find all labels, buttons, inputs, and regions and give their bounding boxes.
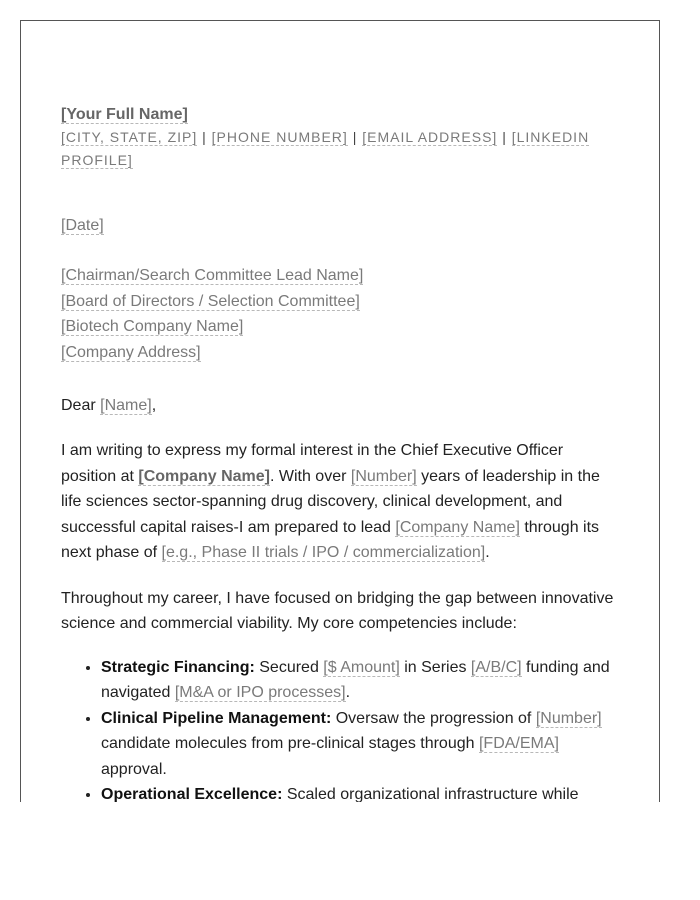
number-placeholder: [Number] (535, 709, 602, 727)
salutation (61, 393, 621, 418)
phone-placeholder: [PHONE NUMBER] (211, 129, 348, 145)
competency-title: Clinical Pipeline Management: (101, 709, 332, 727)
competency-title: Strategic Financing: (101, 658, 255, 676)
document-page (20, 20, 660, 802)
paragraph-text: through its next phase of (61, 518, 600, 561)
company-name-placeholder: [Company Name] (395, 518, 520, 536)
intro-paragraph (61, 438, 621, 566)
company-name-placeholder: [Company Name] (138, 467, 270, 485)
city-placeholder: [CITY, STATE, ZIP] (61, 129, 198, 145)
recipient-board: [Board of Directors / Selection Committee] (61, 292, 360, 310)
list-text: Scaled organizational infrastructure while (282, 786, 579, 802)
paragraph-text: . With over (269, 467, 351, 485)
date-line (61, 213, 621, 238)
recipient-address: [Company Address] (61, 343, 201, 361)
paragraph-text: . (485, 544, 490, 561)
list-item (101, 706, 621, 783)
contact-line (61, 126, 621, 172)
years-placeholder: [Number] (350, 467, 417, 485)
list-item (101, 655, 621, 706)
paragraph-text: I am writing to express my formal interest in the Chief Executive Officer position at (61, 442, 564, 485)
competencies-list (61, 655, 621, 803)
agency-placeholder: [FDA/EMA] (478, 735, 559, 752)
email-placeholder: [EMAIL ADDRESS] (362, 129, 498, 145)
separator: | (502, 129, 507, 145)
list-text: Secured (254, 658, 324, 676)
amount-placeholder: [$ Amount] (323, 658, 400, 676)
list-text: . (345, 684, 351, 701)
recipient-block (61, 263, 621, 365)
recipient-company: [Biotech Company Name] (61, 318, 244, 335)
list-text: in Series (399, 658, 471, 676)
list-text: funding and navigated (101, 658, 610, 701)
list-text: Oversaw the progression of (331, 709, 536, 727)
list-text: candidate molecules from pre-clinical stages through (101, 735, 479, 752)
full-name-placeholder: [Your Full Name] (61, 106, 188, 123)
list-item (101, 782, 621, 802)
competency-title: Operational Excellence: (101, 786, 283, 802)
recipient-lead-name: [Chairman/Search Committee Lead Name] (61, 267, 364, 284)
salutation-suffix: , (151, 397, 157, 414)
separator: | (352, 129, 358, 145)
separator: | (202, 129, 207, 145)
process-placeholder: [M&A or IPO processes] (174, 684, 346, 701)
linkedin-placeholder: [LINKEDIN PROFILE] (61, 129, 590, 168)
date-placeholder: [Date] (61, 217, 104, 234)
phase-placeholder: [e.g., Phase II trials / IPO / commercialization] (161, 544, 486, 561)
letter-body (61, 103, 621, 802)
salutation-prefix: Dear (61, 397, 101, 414)
competencies-intro-paragraph: Throughout my career, I have focused on bridging the gap between innovative science and commercial viability. My core competencies include: (61, 589, 614, 632)
salutation-name-placeholder: [Name] (100, 397, 152, 414)
series-placeholder: [A/B/C] (470, 658, 522, 676)
sender-name (61, 103, 621, 126)
list-text: approval. (101, 760, 167, 778)
paragraph-text: years of leadership in the life sciences sector-spanning drug discovery, clinical development, and successful capital raises-I am prepared to lead (61, 467, 600, 536)
